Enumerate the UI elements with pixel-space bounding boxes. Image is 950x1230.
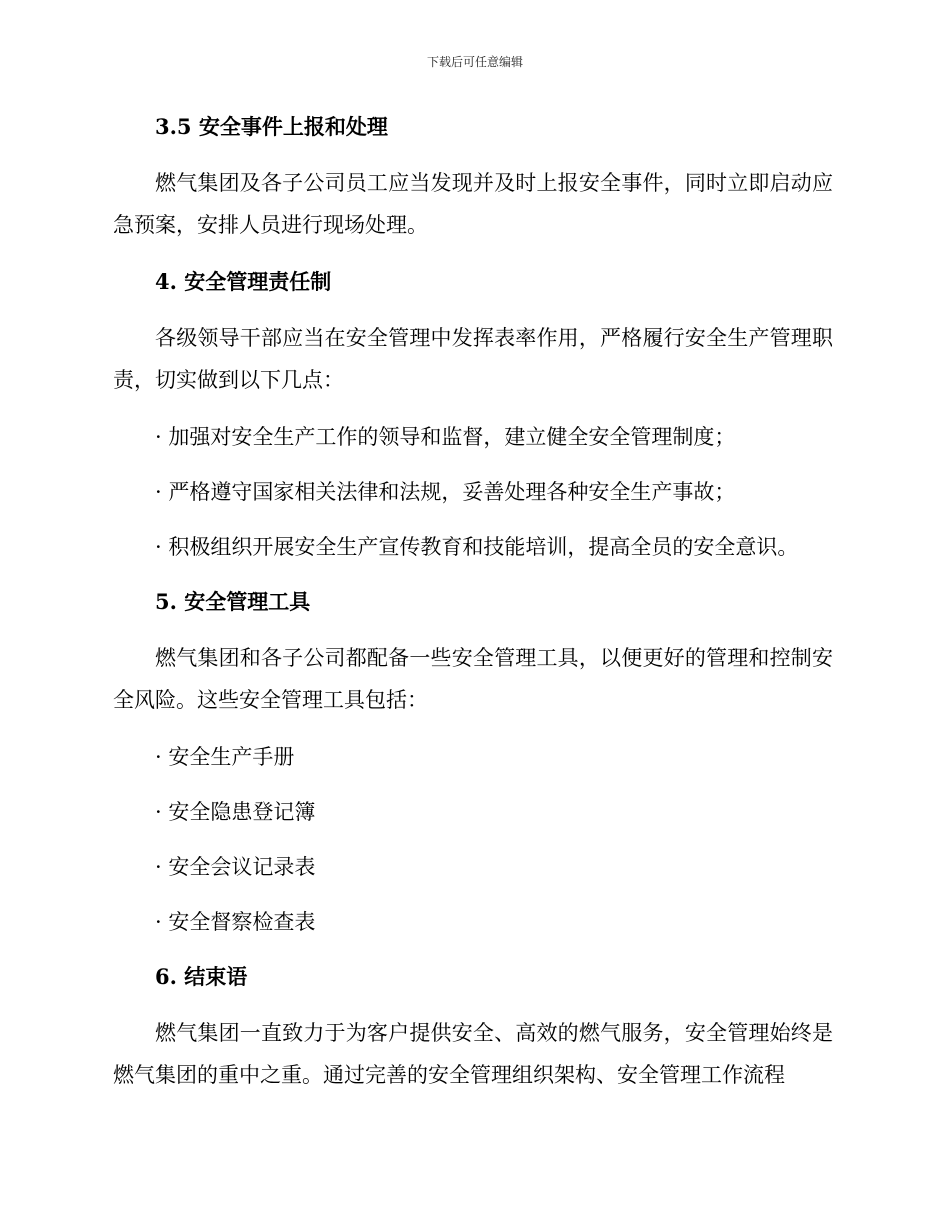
bullet-item: · 安全会议记录表 xyxy=(155,855,316,879)
section-heading-4: 4. 安全管理责任制 xyxy=(155,269,332,294)
section-heading-6: 6. 结束语 xyxy=(155,964,248,989)
section-paragraph-5: 燃气集团和各子公司都配备一些安全管理工具，以便更好的管理和控制安全风险。这些安全管理工具包括： xyxy=(113,646,833,712)
document-body xyxy=(113,108,833,1096)
section-paragraph-6: 燃气集团一直致力于为客户提供安全、高效的燃气服务，安全管理始终是燃气集团的重中之重。通过完善的安全管理组织架构、安全管理工作流程 xyxy=(113,1021,833,1087)
bullet-item: · 安全督察检查表 xyxy=(155,910,316,934)
bullet-item: · 严格遵守国家相关法律和法规，妥善处理各种安全生产事故； xyxy=(155,480,736,504)
bullet-item: · 安全生产手册 xyxy=(155,745,295,769)
bullet-item: · 加强对安全生产工作的领导和监督，建立健全安全管理制度； xyxy=(155,425,736,449)
section-heading-3-5: 3.5 安全事件上报和处理 xyxy=(155,114,388,139)
section-paragraph-3-5: 燃气集团及各子公司员工应当发现并及时上报安全事件，同时立即启动应急预案，安排人员进行现场处理。 xyxy=(113,171,833,237)
bullet-item: · 安全隐患登记簿 xyxy=(155,800,316,824)
section-paragraph-4: 各级领导干部应当在安全管理中发挥表率作用，严格履行安全生产管理职责，切实做到以下几点： xyxy=(113,326,833,392)
page-header-note: 下载后可任意编辑 xyxy=(426,55,523,69)
bullet-item: · 积极组织开展安全生产宣传教育和技能培训，提高全员的安全意识。 xyxy=(155,535,799,559)
section-heading-5: 5. 安全管理工具 xyxy=(155,589,311,614)
